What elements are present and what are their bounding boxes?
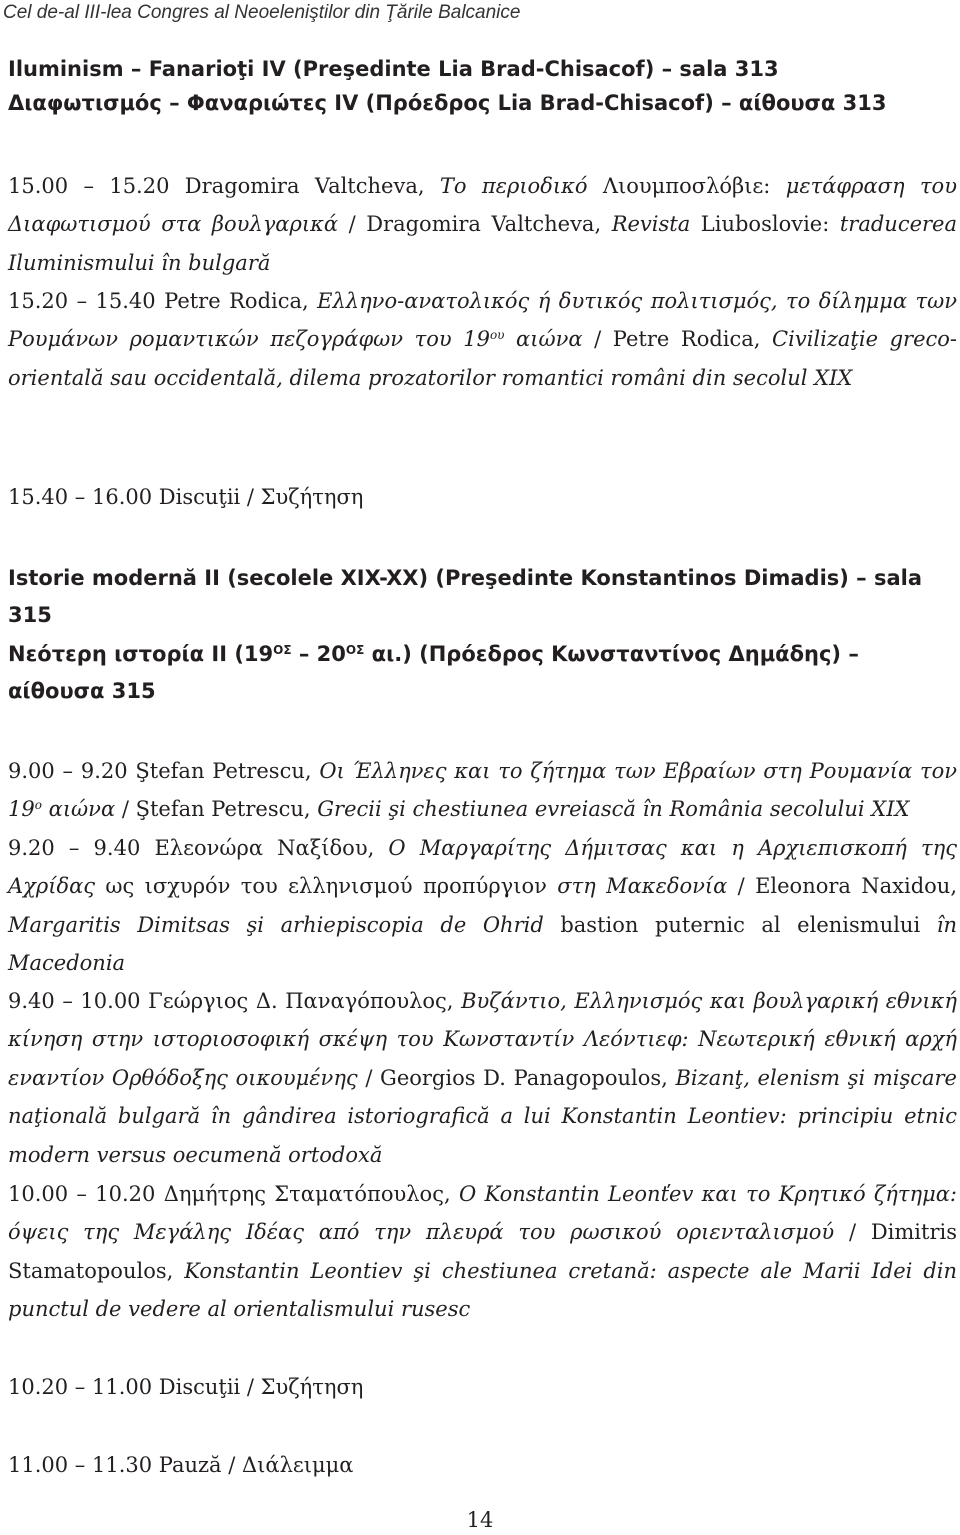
talk-author: Petre Rodica,	[155, 289, 318, 313]
talk-title-gr-end: αιώνα	[504, 327, 583, 352]
page-number: 14	[466, 1508, 494, 1532]
session2-discussion	[8, 1368, 957, 1406]
session2-talk-3	[8, 982, 957, 1174]
talk-author: Δημήτρης Σταματόπουλος,	[155, 1182, 459, 1206]
session1-talk-2	[8, 282, 957, 397]
title-gr-part: – 20	[291, 642, 346, 666]
title-gr-part: Νεότερη ιστορία ΙΙ (19	[8, 642, 274, 666]
session2-talk-2	[8, 829, 957, 983]
talk-author-ro: / Dimitris Stamatopoulos,	[8, 1220, 957, 1283]
talk-title-gr-end: αιώνα	[41, 797, 116, 822]
talk-title-ro-plain: Liuboslovie:	[690, 212, 840, 237]
talk-title-ro-plain: bastion puternic al elenismului	[543, 912, 937, 937]
talk-author: Ελεονώρα Ναξίδου,	[140, 836, 389, 860]
session1-discussion	[8, 478, 957, 516]
session1-title-ro: Iluminism – Fanarioţi IV (Preşedinte Lia Brad-Chisacof) – sala 313	[8, 57, 779, 81]
session2-heading	[8, 560, 957, 710]
talk-title-gr-plain: ως ισχυρόν του ελληνισμού προπύργιον	[95, 874, 558, 899]
running-header: Cel de-al III-lea Congres al Neoeleniştilor din Ţările Balcanice	[3, 2, 521, 23]
talk-time: 9.20 – 9.40	[8, 836, 141, 860]
talk-time: 9.00 – 9.20	[8, 759, 128, 783]
talk-title-gr-2: μετάφραση του Διαφωτισμού στα βουλγαρικά	[8, 174, 957, 237]
talk-title-ro-2: în Macedonia	[8, 912, 957, 976]
ordinal-sup: ο	[34, 798, 42, 813]
title-gr-part: αι.) (Πρόεδρος Κωνσταντίνος Δημάδης) – αίθουσα 315	[8, 642, 859, 703]
talk-title-ro: Bizanţ, elenism şi mişcare naţională bulgară în gândirea istoriografică a lui Konstantin Leontiev: principiu etnic modern versus oecumenă ortodoxă	[8, 1065, 957, 1167]
title-sup: ΟΣ	[345, 642, 365, 657]
talk-time: 15.20 – 15.40	[8, 289, 156, 313]
talk-title-gr-plain: Λιουμποσλόβιε:	[587, 174, 786, 198]
talk-time: 9.40 – 10.00	[8, 989, 141, 1013]
talk-title-gr: Ο Μαργαρίτης Δήμιτσας και η Αρχιεπισκοπή της Αχρίδας	[8, 836, 957, 899]
talk-author-ro: / Dragomira Valtcheva,	[338, 212, 612, 237]
pause-line: 11.00 – 11.30 Pauză / Διάλειμμα	[8, 1453, 354, 1477]
session1-heading	[8, 52, 957, 120]
talk-author-ro: / Georgios D. Panagopoulos,	[357, 1065, 676, 1090]
session1-talk-1	[8, 167, 957, 282]
talk-title-ro-2: traducerea Iluminismului în bulgară	[8, 212, 957, 275]
talk-author-ro: / Eleonora Naxidou,	[727, 874, 958, 899]
discussion-line: 10.20 – 11.00 Discuţii / Συζήτηση	[8, 1375, 364, 1399]
talk-title-gr-2: στη Μακεδονία	[557, 874, 728, 899]
talk-author: Γεώργιος Δ. Παναγόπουλος,	[140, 989, 462, 1013]
talk-title-ro: Konstantin Leontiev şi chestiunea cretană: aspecte ale Marii Idei din punctul de vedere al orientalismului rusesc	[8, 1258, 958, 1322]
talk-time: 15.00 – 15.20	[8, 174, 170, 198]
talk-author-ro: / Ştefan Petrescu,	[115, 797, 318, 822]
session2-title-ro: Istorie modernă II (secolele XIX-XX) (Preşedinte Konstantinos Dimadis) – sala 315	[8, 566, 923, 627]
session2-talk-1	[8, 752, 957, 829]
talk-title-ro: Civilizaţie greco-orientală sau occidentală, dilema prozatorilor romantici români din secolul XIX	[8, 327, 957, 390]
talk-author: Ştefan Petrescu,	[127, 759, 320, 783]
talk-title-gr: Ο Konstantin Leonťev και το Κρητικό ζήτημα: όψεις της Μεγάλης Ιδέας από την πλευρά του ρωσικού οριενταλισμού	[8, 1182, 957, 1245]
talk-title-ro: Margaritis Dimitsas şi arhiepiscopia de Ohrid	[8, 912, 544, 937]
talk-title-gr: Βυζάντιο, Ελληνισμός και βουλγαρική εθνική κίνηση στην ιστοριοσοφική σκέψη του Κωνσταντίν Λεόντιεφ: Νεωτερική εθνική αρχή εναντίον Ορθόδοξης οικουμένης	[8, 989, 957, 1090]
title-sup: ΟΣ	[273, 642, 292, 657]
talk-time: 10.00 – 10.20	[8, 1182, 156, 1206]
session2-pause	[8, 1446, 957, 1484]
session1-title-gr: Διαφωτισμός – Φαναριώτες IV (Πρόεδρος Lia Brad-Chisacof) – αίθουσα 313	[8, 91, 887, 115]
talk-title-gr: Οι Έλληνες και το ζήτημα των Εβραίων στη Ρουμανία τον 19	[8, 759, 957, 822]
discussion-line: 15.40 – 16.00 Discuţii / Συζήτηση	[8, 485, 364, 509]
talk-title-gr: Το περιοδικό	[439, 174, 588, 198]
session2-talk-4	[8, 1175, 957, 1329]
talk-title-ro: Grecii şi chestiunea evreiască în România secolului XIX	[317, 797, 910, 822]
ordinal-sup: ου	[489, 328, 505, 343]
talk-title-ro: Revista	[611, 212, 691, 237]
talk-author: Dragomira Valtcheva,	[169, 174, 440, 198]
talk-title-gr: Ελληνο-ανατολικός ή δυτικός πολιτισμός, το δίλημμα των Ρουμάνων ρομαντικών πεζογράφων του 19	[8, 289, 957, 352]
session2-title-gr	[8, 636, 957, 710]
talk-author-ro: / Petre Rodica,	[582, 327, 773, 352]
